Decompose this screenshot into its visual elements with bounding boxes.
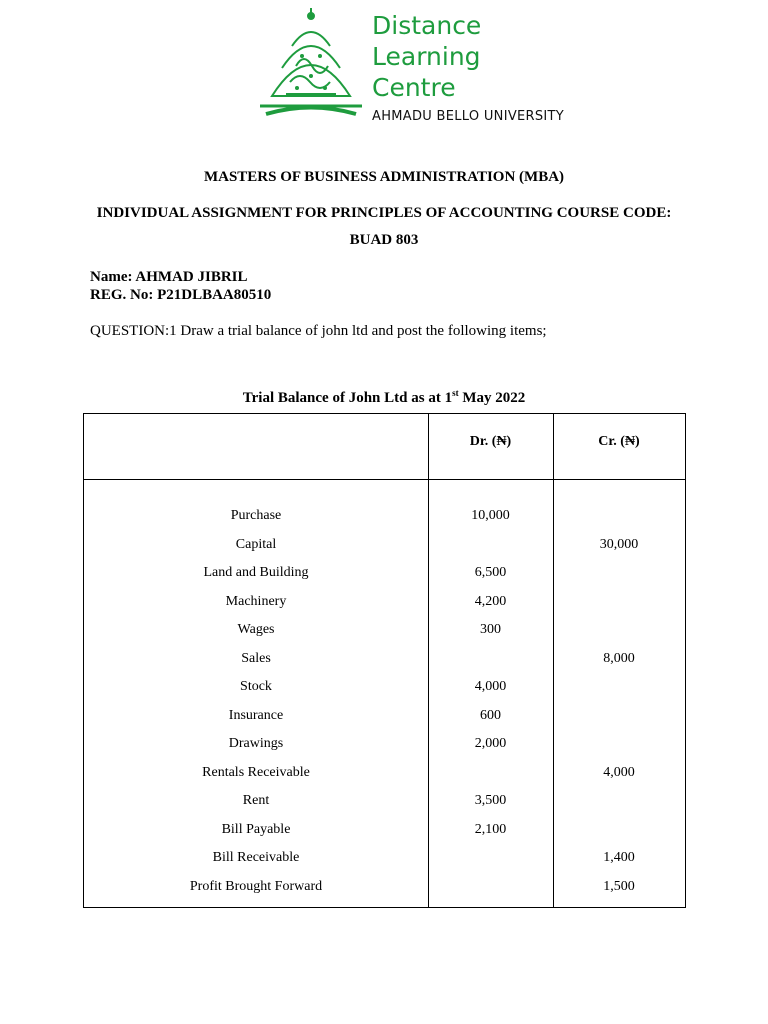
brand-line-2: Learning	[372, 42, 481, 71]
table-row	[84, 651, 685, 680]
credit-value: 30,000	[599, 536, 639, 552]
account-name: Insurance	[228, 707, 284, 723]
table-body	[84, 508, 685, 907]
table-row	[84, 679, 685, 708]
table-row	[84, 537, 685, 566]
trial-balance-table	[83, 413, 686, 908]
account-name: Wages	[237, 622, 275, 637]
table-row	[84, 736, 685, 765]
header-divider	[84, 479, 685, 480]
account-name: Land and Building	[203, 565, 309, 580]
column-header-credit: Cr. (₦)	[598, 434, 640, 449]
debit-value: 2,100	[474, 821, 507, 837]
brand-line-3: Centre	[372, 73, 456, 102]
programme-title: MASTERS OF BUSINESS ADMINISTRATION (MBA)	[203, 169, 565, 185]
account-name: Drawings	[228, 736, 284, 751]
brand-line-1: Distance	[372, 11, 482, 40]
table-row	[84, 594, 685, 623]
account-name: Bill Receivable	[212, 850, 300, 865]
debit-value: 10,000	[471, 508, 510, 523]
debit-value: 4,000	[474, 679, 507, 694]
university-name: AHMADU BELLO UNIVERSITY	[372, 109, 565, 124]
assignment-title: INDIVIDUAL ASSIGNMENT FOR PRINCIPLES OF ACCOUNTING COURSE CODE:	[96, 205, 672, 221]
table-caption	[0, 388, 768, 407]
debit-value: 300	[480, 622, 501, 637]
debit-value: 600	[480, 707, 501, 723]
debit-value: 6,500	[474, 565, 507, 580]
credit-value: 4,000	[603, 764, 635, 780]
account-name: Rent	[242, 793, 270, 808]
debit-value: 3,500	[474, 793, 507, 808]
column-header-debit: Dr. (₦)	[469, 434, 512, 449]
account-name: Purchase	[230, 508, 282, 523]
debit-value: 2,000	[474, 736, 507, 751]
account-name: Sales	[241, 650, 271, 666]
account-name: Machinery	[225, 593, 287, 609]
table-row	[84, 508, 685, 537]
account-name: Rentals Receivable	[202, 764, 310, 780]
account-name: Profit Brought Forward	[189, 878, 323, 894]
table-row	[84, 565, 685, 594]
university-crest-logo	[252, 6, 370, 124]
course-code: BUAD 803	[349, 232, 419, 248]
table-row	[84, 850, 685, 879]
table-row	[84, 708, 685, 737]
table-row	[84, 879, 685, 908]
table-row	[84, 622, 685, 651]
credit-value: 8,000	[603, 650, 635, 666]
student-name: Name: AHMAD JIBRIL	[90, 269, 248, 285]
caption-superscript: st	[452, 388, 459, 398]
registration-number: REG. No: P21DLBAA80510	[90, 287, 272, 303]
header	[252, 6, 652, 130]
debit-value: 4,200	[474, 593, 507, 609]
table-row	[84, 822, 685, 851]
question-text: QUESTION:1 Draw a trial balance of john ltd and post the following items;	[90, 323, 547, 339]
account-name: Bill Payable	[221, 821, 291, 837]
caption-date: May 2022	[458, 390, 526, 406]
credit-value: 1,400	[603, 850, 635, 865]
credit-value: 1,500	[603, 878, 635, 894]
account-name: Stock	[240, 679, 272, 694]
account-name: Capital	[235, 536, 277, 552]
table-row	[84, 765, 685, 794]
caption-text: Trial Balance of John Ltd as at 1	[242, 390, 453, 406]
table-row	[84, 793, 685, 822]
brand-text	[372, 10, 564, 124]
